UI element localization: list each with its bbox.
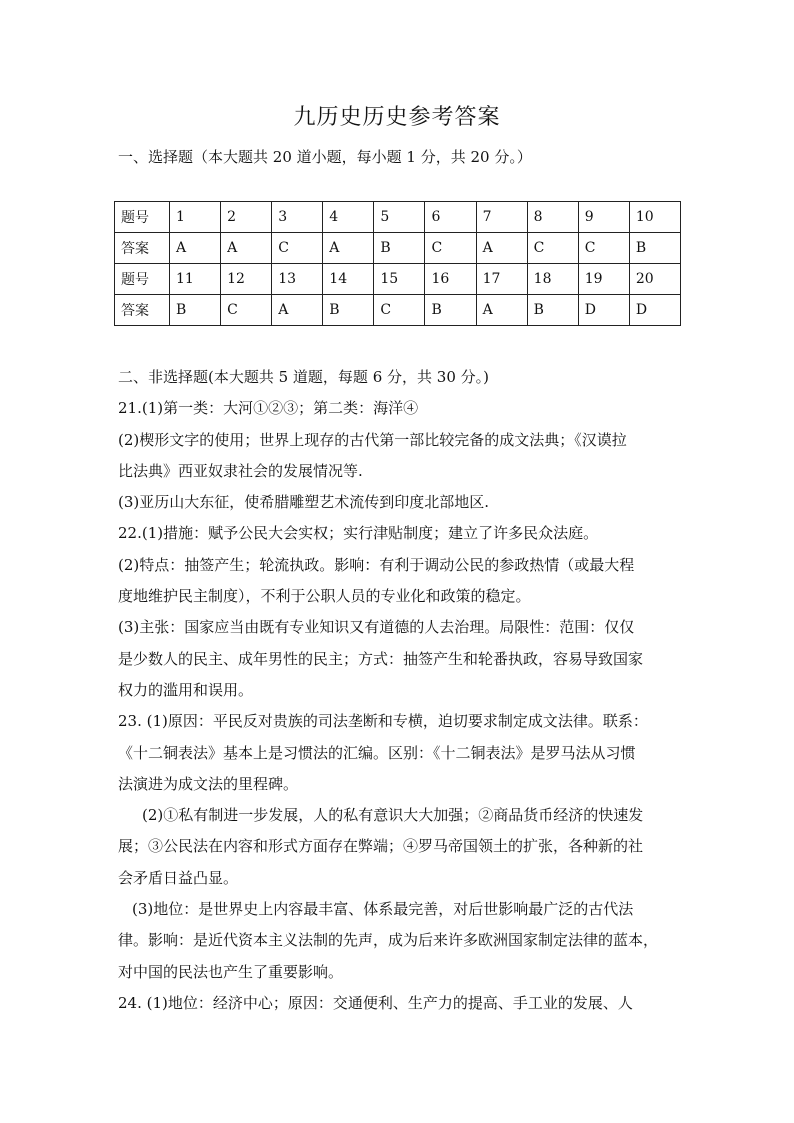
table-cell: 12 — [221, 264, 272, 295]
text-line: 《十二铜表法》基本上是习惯法的汇编。区别：《十二铜表法》是罗马法从习惯 — [118, 743, 636, 762]
text-line: 比法典》西亚奴隶社会的发展情况等. — [118, 461, 363, 480]
table-cell: 11 — [170, 264, 221, 295]
text-line: 是少数人的民主、成年男性的民主；方式：抽签产生和轮番执政，容易导致国家 — [118, 649, 644, 668]
table-cell: 19 — [578, 264, 629, 295]
text-line: (3)亚历山大东征，使希腊雕塑艺术流传到印度北部地区. — [118, 493, 490, 512]
table-cell: C — [578, 233, 629, 264]
table-cell: 题号 — [115, 264, 170, 295]
text-line: (2)①私有制进一步发展，人的私有意识大大加强；②商品货币经济的快速发 — [142, 806, 644, 825]
text-line: (3)地位：是世界史上内容最丰富、体系最完善，对后世影响最广泛的古代法 — [132, 900, 634, 919]
table-cell: B — [374, 233, 425, 264]
table-cell: 14 — [323, 264, 374, 295]
table-cell: 18 — [527, 264, 578, 295]
table-cell: C — [272, 233, 323, 264]
table-cell: 9 — [578, 202, 629, 233]
table-cell: B — [425, 295, 476, 326]
table-cell: C — [527, 233, 578, 264]
table-cell: A — [221, 233, 272, 264]
table-cell: 15 — [374, 264, 425, 295]
section2-heading: 二、非选择题(本大题共 5 道题，每题 6 分，共 30 分。) — [118, 368, 489, 386]
text-line: 展；③公民法在内容和形式方面存在弊端；④罗马帝国领土的扩张，各种新的社 — [118, 837, 644, 856]
text-line: 对中国的民法也产生了重要影响。 — [118, 962, 344, 981]
table-cell: 答案 — [115, 295, 170, 326]
table-row — [115, 202, 681, 233]
text-line: 23. (1)原因：平民反对贵族的司法垄断和专横，迫切要求制定成文法律。联系： — [118, 712, 648, 731]
table-cell: A — [476, 295, 527, 326]
table-cell: 1 — [170, 202, 221, 233]
table-cell: D — [629, 295, 680, 326]
text-line: 会矛盾日益凸显。 — [118, 868, 239, 887]
table-cell: 题号 — [115, 202, 170, 233]
table-cell: 3 — [272, 202, 323, 233]
text-line: 法演进为成文法的里程碑。 — [118, 774, 299, 793]
table-cell: 5 — [374, 202, 425, 233]
table-cell: 20 — [629, 264, 680, 295]
text-line: 21.(1)第一类：大河①②③；第二类：海洋④ — [118, 399, 419, 418]
table-cell: 答案 — [115, 233, 170, 264]
section1-heading: 一、选择题（本大题共 20 道小题，每小题 1 分，共 20 分。） — [118, 148, 532, 166]
text-line: (3)主张：国家应当由既有专业知识又有道德的人去治理。局限性：范围：仅仅 — [118, 618, 635, 637]
table-cell: B — [170, 295, 221, 326]
table-cell: B — [323, 295, 374, 326]
text-line: 22.(1)措施：赋予公民大会实权；实行津贴制度；建立了许多民众法庭。 — [118, 524, 599, 543]
table-cell: 13 — [272, 264, 323, 295]
text-line: 权力的滥用和误用。 — [118, 680, 254, 699]
table-cell: C — [374, 295, 425, 326]
table-cell: A — [272, 295, 323, 326]
table-cell: 16 — [425, 264, 476, 295]
table-cell: 4 — [323, 202, 374, 233]
table-cell: 10 — [629, 202, 680, 233]
answer-body — [118, 362, 688, 1019]
text-line: (2)楔形文字的使用；世界上现存的古代第一部比较完备的成文法典；《汉谟拉 — [118, 430, 627, 449]
table-row — [115, 295, 681, 326]
table-cell: 17 — [476, 264, 527, 295]
table-row — [115, 233, 681, 264]
answer-table — [114, 201, 681, 326]
table-cell: A — [323, 233, 374, 264]
table-cell: A — [476, 233, 527, 264]
text-line: 律。影响：是近代资本主义法制的先声，成为后来许多欧洲国家制定法律的蓝本， — [118, 931, 659, 950]
text-line: 24. (1)地位：经济中心；原因：交通便利、生产力的提高、手工业的发展、人 — [118, 993, 633, 1012]
table-cell: 7 — [476, 202, 527, 233]
text-line: 度地维护民主制度），不利于公职人员的专业化和政策的稳定。 — [118, 587, 531, 606]
table-cell: B — [629, 233, 680, 264]
table-cell: D — [578, 295, 629, 326]
table-cell: 2 — [221, 202, 272, 233]
table-cell: B — [527, 295, 578, 326]
table-row — [115, 264, 681, 295]
table-cell: 6 — [425, 202, 476, 233]
table-cell: A — [170, 233, 221, 264]
table-cell: 8 — [527, 202, 578, 233]
text-line: (2)特点：抽签产生；轮流执政。影响：有利于调动公民的参政热情（或最大程 — [118, 555, 635, 574]
page-title: 九历史历史参考答案 — [293, 105, 501, 130]
table-cell: C — [425, 233, 476, 264]
table-cell: C — [221, 295, 272, 326]
